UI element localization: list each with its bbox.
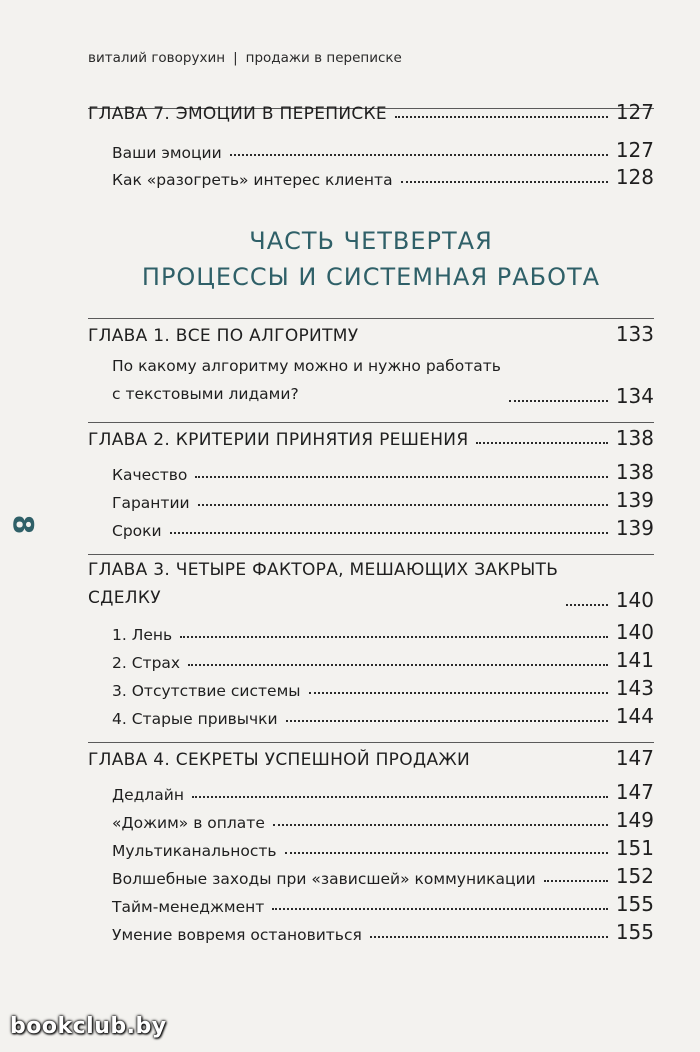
toc-item[interactable]	[112, 672, 654, 700]
dot-leader	[309, 692, 608, 694]
toc-item-title: 3. Отсутствие системы	[112, 682, 301, 700]
toc-item[interactable]	[112, 916, 654, 944]
toc-page-number: 139	[615, 488, 654, 512]
toc-item[interactable]	[112, 644, 654, 672]
toc-chapter-1[interactable]	[88, 318, 654, 346]
toc-item-title: Дедлайн	[112, 786, 184, 804]
toc-page-number: 155	[615, 892, 654, 916]
dot-leader	[192, 796, 608, 798]
toc-page-number: 128	[615, 165, 654, 189]
toc-page-number: 151	[615, 836, 654, 860]
toc-chapter-title: ГЛАВА 2. КРИТЕРИИ ПРИНЯТИЯ РЕШЕНИЯ	[88, 430, 469, 450]
toc-item[interactable]	[112, 161, 654, 189]
toc-chapter-3[interactable]	[88, 554, 654, 612]
toc-item-title: Мультиканальность	[112, 842, 277, 860]
toc-page-number: 127	[615, 100, 654, 124]
dot-leader	[230, 154, 608, 156]
toc-page-number: 138	[615, 460, 654, 484]
toc-chapter-title: ГЛАВА 7. ЭМОЦИИ В ПЕРЕПИСКЕ	[88, 104, 387, 124]
toc-page-number: 134	[615, 384, 654, 408]
toc-page-number: 138	[615, 426, 654, 450]
part-heading-line1: ЧАСТЬ ЧЕТВЕРТАЯ	[249, 227, 493, 255]
part-heading	[88, 224, 654, 294]
dot-leader	[401, 181, 608, 183]
toc-item-title-line2: с текстовыми лидами?	[112, 385, 299, 403]
toc-chapter-2[interactable]	[88, 422, 654, 450]
toc-chapter-title-line2: СДЕЛКУ	[88, 588, 161, 608]
toc-page-number: 149	[615, 808, 654, 832]
toc-page-number: 152	[615, 864, 654, 888]
toc-item-title: 4. Старые привычки	[112, 710, 278, 728]
dot-leader	[272, 908, 608, 910]
running-head-title: продажи в переписке	[245, 50, 402, 66]
toc-item[interactable]	[112, 134, 654, 162]
dot-leader	[198, 504, 608, 506]
dot-leader	[195, 476, 607, 478]
dot-leader	[476, 442, 607, 444]
toc-page-number: 155	[615, 920, 654, 944]
toc-item[interactable]	[112, 860, 654, 888]
toc-item-title: «Дожим» в оплате	[112, 814, 265, 832]
toc-item-title: Тайм-менеджмент	[112, 898, 265, 916]
toc-item-title: Как «разогреть» интерес клиента	[112, 171, 393, 189]
dot-leader	[273, 824, 608, 826]
toc-page-number: 139	[615, 516, 654, 540]
dot-leader	[395, 116, 608, 118]
dot-leader	[370, 936, 608, 938]
toc-item[interactable]	[112, 352, 654, 408]
dot-leader	[285, 852, 608, 854]
toc-item[interactable]	[112, 456, 654, 484]
toc-item[interactable]	[112, 804, 654, 832]
running-head-author: виталий говорухин	[88, 50, 226, 66]
toc-chapter-7[interactable]	[88, 96, 654, 124]
toc-item[interactable]	[112, 512, 654, 540]
toc-page-number: 133	[615, 322, 654, 346]
toc-item-title: Качество	[112, 466, 188, 484]
toc-page-number: 141	[615, 648, 654, 672]
toc-chapter-title-line1: ГЛАВА 3. ЧЕТЫРЕ ФАКТОРА, МЕШАЮЩИХ ЗАКРЫТЬ	[88, 560, 559, 580]
toc-item-title: Волшебные заходы при «зависшей» коммуникации	[112, 870, 536, 888]
dot-leader	[180, 636, 608, 638]
toc-page-number: 144	[615, 704, 654, 728]
dot-leader	[544, 880, 608, 882]
toc-item-title: Гарантии	[112, 494, 190, 512]
toc-item-title: 2. Страх	[112, 654, 181, 672]
toc-item[interactable]	[112, 616, 654, 644]
toc-item[interactable]	[112, 832, 654, 860]
toc-item[interactable]	[112, 700, 654, 728]
toc-item[interactable]	[112, 484, 654, 512]
toc-item-title: 1. Лень	[112, 626, 173, 644]
toc-item-title	[112, 352, 501, 408]
watermark: bookclub.by	[10, 1014, 167, 1039]
dot-leader	[509, 400, 608, 402]
dot-leader	[566, 604, 608, 606]
running-head-separator: |	[233, 50, 238, 66]
toc-item[interactable]	[112, 888, 654, 916]
dot-leader	[188, 664, 608, 666]
toc-page-number: 147	[615, 780, 654, 804]
dot-leader	[170, 532, 608, 534]
toc-page-number: 147	[615, 746, 654, 770]
toc-item-title: Ваши эмоции	[112, 144, 222, 162]
toc-chapter-title	[88, 556, 558, 612]
toc-item-title: Умение вовремя остановиться	[112, 926, 362, 944]
toc-chapter-4[interactable]	[88, 742, 654, 770]
toc-item-title-line1: По какому алгоритму можно и нужно работать	[112, 357, 501, 375]
running-head	[88, 50, 402, 66]
page-number: 8	[7, 514, 41, 535]
dot-leader	[286, 720, 608, 722]
toc-chapter-title: ГЛАВА 4. СЕКРЕТЫ УСПЕШНОЙ ПРОДАЖИ	[88, 750, 471, 770]
toc-item[interactable]	[112, 776, 654, 804]
toc-page-number: 143	[615, 676, 654, 700]
toc-page-number: 127	[615, 138, 654, 162]
toc-page-number: 140	[615, 620, 654, 644]
part-heading-line2: ПРОЦЕССЫ И СИСТЕМНАЯ РАБОТА	[141, 263, 601, 291]
toc-chapter-title: ГЛАВА 1. ВСЕ ПО АЛГОРИТМУ	[88, 326, 359, 346]
toc-item-title: Сроки	[112, 522, 162, 540]
toc-page-number: 140	[615, 588, 654, 612]
